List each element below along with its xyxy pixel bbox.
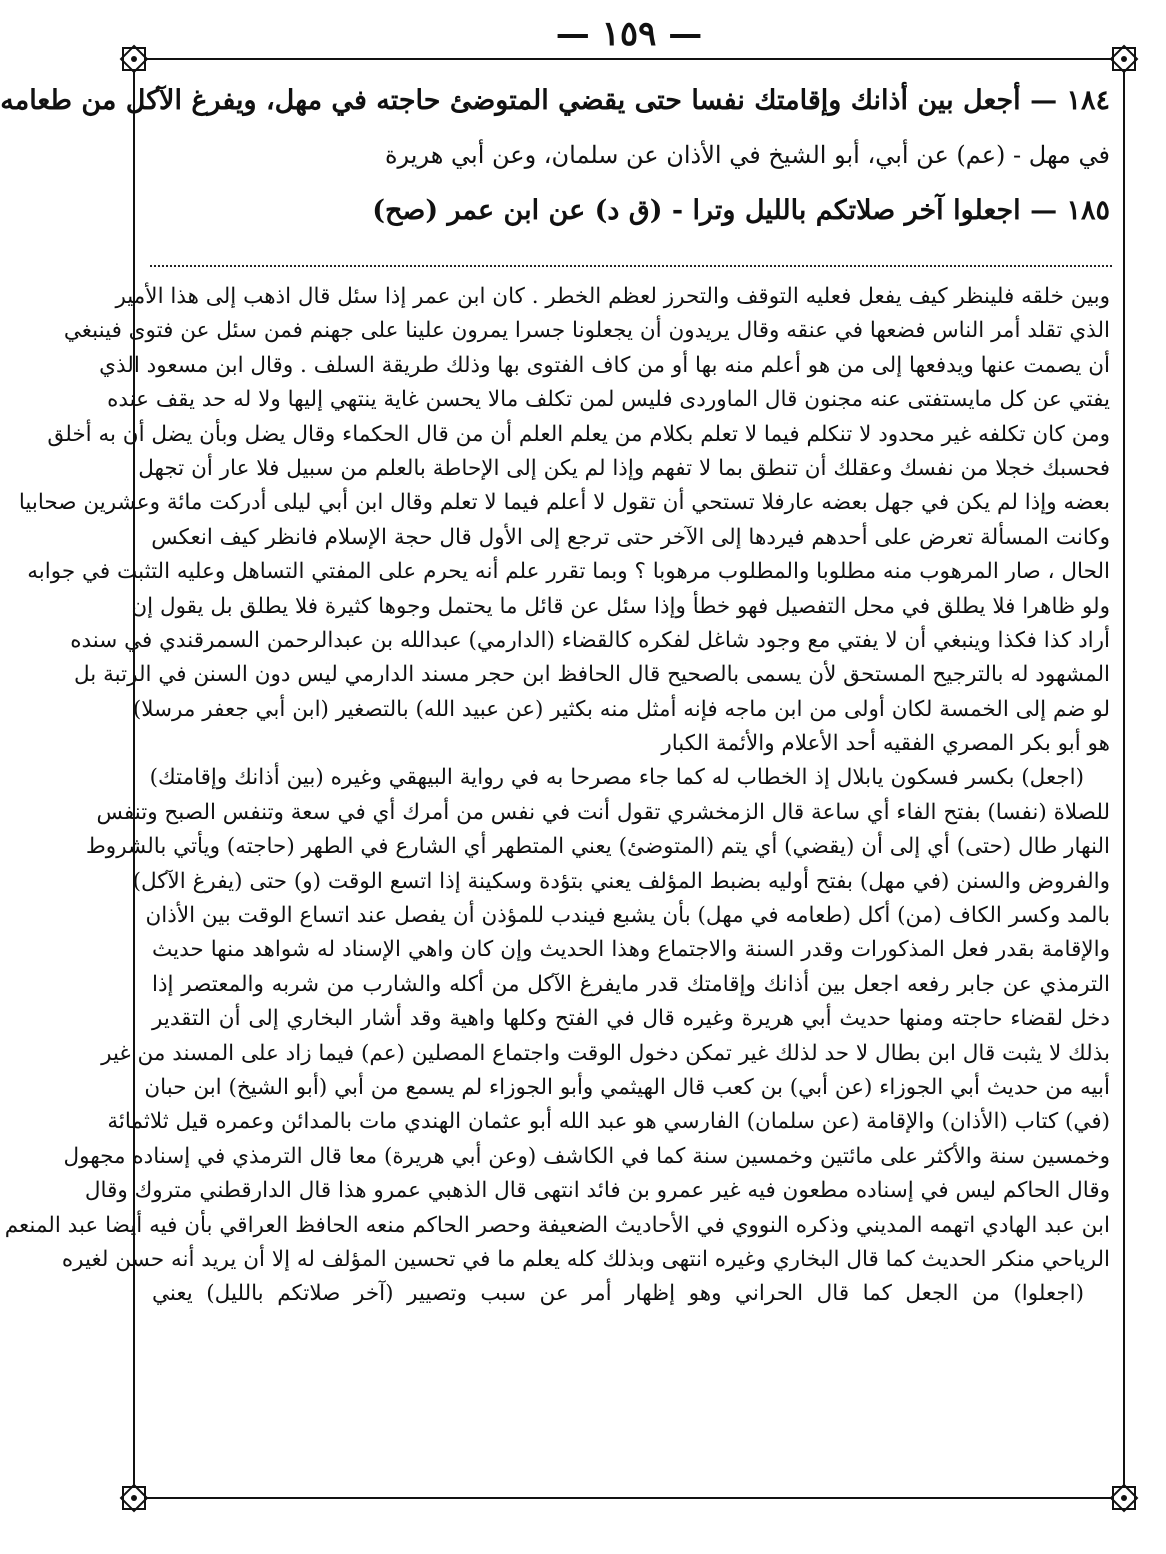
commentary-line: الترمذي عن جابر رفعه اجعل بين أذانك وإقامتك قدر مايفرغ الآكل من أكله والشارب من شربه والمعتصر إذا bbox=[152, 971, 1110, 997]
commentary-line: والإقامة بقدر فعل المذكورات وقدر السنة والاجتماع وهذا الحديث وإن كان واهي الإسناد له شواهد منها حديث bbox=[152, 937, 1110, 963]
corner-ornament-bottom-right bbox=[1109, 1483, 1139, 1513]
frame-bottom-line bbox=[146, 1497, 1112, 1499]
commentary-line: أبيه من حديث أبي الجوزاء (عن أبي) بن كعب قال الهيثمي وأبو الجوزاء لم يسمع من أبي (أبو الشيخ) ابن حبان bbox=[144, 1074, 1110, 1100]
hadith-184-line-2: في مهل - (عم) عن أبي، أبو الشيخ في الأذان عن سلمان، وعن أبي هريرة bbox=[384, 141, 1110, 169]
page-number: — ١٥٩ — bbox=[555, 14, 703, 54]
hadith-185: ١٨٥ — اجعلوا آخر صلاتكم بالليل وترا - (ق د) عن ابن عمر (صح) bbox=[372, 195, 1110, 226]
commentary-line: والفروض والسنن (في مهل) بفتح أوليه بضبط المؤلف يعني بتؤدة وسكينة إذا اتسع الوقت (و) حتى (يفرغ الآكل) bbox=[132, 868, 1110, 894]
commentary-line: (اجعلوا) من الجعل كما قال الحراني وهو إظهار أمر عن سبب وتصيير (آخر صلاتكم بالليل) يعني bbox=[152, 1281, 1084, 1307]
commentary-line: وقال الحاكم ليس في إسناده مطعون فيه غير عمرو بن فائد انتهى قال الذهبي عمرو هذا قال الدارقطني متروك وقال bbox=[84, 1178, 1110, 1204]
dotted-divider bbox=[150, 265, 1112, 267]
commentary-line: وخمسين سنة والأكثر على مائتين وخمسين سنة كما في الكاشف (وعن أبي هريرة) معا قال الترمذي في إسناده مجهول bbox=[63, 1143, 1110, 1169]
commentary-line: دخل لقضاء حاجته ومنها حديث أبي هريرة وغيره قال في الفتح وكلها واهية وقد أشار البخاري إلى أن التقدير bbox=[152, 1006, 1110, 1032]
frame-top-line bbox=[146, 58, 1112, 60]
commentary-line: الرياحي منكر الحديث كما قال البخاري وغيره انتهى وبذلك كله يعلم ما في تحسين المؤلف له إلا أن يريد أنه حسن لغيره bbox=[61, 1246, 1110, 1272]
commentary-line: ومن كان تكلفه غير محدود لا تنكلم فيما لا تعلم بكلام من يعلم العلم أن من قال الحكماء وقال يضل وبأن يضل أن به أخلق bbox=[47, 421, 1110, 447]
hadith-block bbox=[0, 78, 1110, 234]
commentary-line: لو ضم إلى الخمسة لكان أولى من ابن ماجه فإنه أمثل منه بكثير (عن عبيد الله) بالتصغير (ابن أبي جعفر مرسلا) bbox=[132, 696, 1110, 722]
commentary-line: بذلك لا يثبت قال ابن بطال لا حد لذلك غير تمكن دخول الوقت واجتماع المصلين (عم) فيما زاد على المسند من غير bbox=[101, 1040, 1110, 1066]
commentary-line: (اجعل) بكسر فسكون يابلال إذ الخطاب له كما جاء مصرحا به في رواية البيهقي وغيره (بين أذانك وإقامتك) bbox=[149, 765, 1084, 791]
commentary-line: الحال ، صار المرهوب منه مطلوبا والمطلوب مرهوبا ؟ وبما تقرر علم أنه يحرم على المفتي التساهل وعليه التثبت في جوابه bbox=[27, 559, 1110, 585]
commentary-line: ولو ظاهرا فلا يطلق في محل التفصيل فهو خطأ وإذا سئل عن قائل ما يحتمل وجوها كثيرة فلا يطلق بل يقول إن bbox=[131, 593, 1110, 619]
commentary-line: أراد كذا فكذا وينبغي أن لا يفتي مع وجود شاغل لفكره كالقضاء (الدارمي) عبدالله بن عبدالرحمن السمرقندي في سنده bbox=[70, 627, 1110, 653]
hadith-184-line-1: ١٨٤ — أجعل بين أذانك وإقامتك نفسا حتى يقضي المتوضئ حاجته في مهل، ويفرغ الآكل من طعامه bbox=[0, 85, 1110, 116]
commentary-line: بعضه وإذا لم يكن في جهل بعضه عارفلا تستحي أن تقول لا أعلم فيما لا تعلم وقال ابن أبي ليلى أدركت مائة وعشرين صحابيا bbox=[18, 490, 1110, 516]
corner-ornament-bottom-left bbox=[119, 1483, 149, 1513]
commentary-line: النهار طال (حتى) أي إلى أن (يقضي) أي يتم (المتوضئ) يعني المتطهر أي الشارع في الطهر (حاجته) ويأتي بالشروط bbox=[85, 834, 1110, 860]
commentary-line: بالمد وكسر الكاف (من) أكل (طعامه في مهل) بأن يشبع فيندب للمؤذن أن يفصل عند اتساع الوقت بين الأذان bbox=[145, 903, 1110, 929]
commentary-line: أن يصمت عنها ويدفعها إلى من هو أعلم منه بها أو من كاف الفتوى بها وذلك طريقة السلف . وقال ابن مسعود الذي bbox=[99, 352, 1110, 378]
commentary-line: يفتي عن كل مايستفتى عنه مجنون قال الماوردى فليس لمن تكلف مالا يحسن غاية ينتهي إليها ولا له حد يقف عنده bbox=[107, 387, 1110, 413]
commentary-line: ابن عبد الهادي اتهمه المديني وذكره النووي في الأحاديث الضعيفة وحصر الحاكم منعه الحافظ العراقي بأن فيه أيضا عبد المنعم bbox=[4, 1212, 1110, 1238]
commentary-line: للصلاة (نفسا) بفتح الفاء أي ساعة قال الزمخشري تقول أنت في نفس من أمرك أي في سعة وتنفس الصبح وتنفس bbox=[96, 799, 1110, 825]
commentary-block bbox=[4, 280, 1110, 1312]
commentary-line: المشهود له بالترجيح المستحق لأن يسمى بالصحيح قال الحافظ ابن حجر مسند الدارمي ليس دون السنن في الرتبة بل bbox=[74, 662, 1110, 688]
commentary-line: الذي تقلد أمر الناس فضعها في عنقه وقال يريدون أن يجعلونا جسرا يمرون علينا على جهنم فمن سئل عن فتوى فينبغي bbox=[63, 318, 1110, 344]
commentary-line: هو أبو بكر المصري الفقيه أحد الأعلام والأئمة الكبار bbox=[661, 731, 1110, 757]
frame-right-line bbox=[1123, 70, 1125, 1486]
commentary-line: (في) كتاب (الأذان) والإقامة (عن سلمان) الفارسي هو عبد الله أبو عثمان الهندي مات بالمدائن وعمره قيل ثلاثمائة bbox=[107, 1109, 1110, 1135]
commentary-line: فحسبك خجلا من نفسك وعقلك أن تنطق بما لا تفهم وإذا لم يكن إلى الإحاطة بالعلم من سبيل فلا عار أن تجهل bbox=[138, 455, 1110, 481]
commentary-line: وكانت المسألة تعرض على أحدهم فيردها إلى الآخر حتى ترجع إلى الأول قال حجة الإسلام فانظر كيف انعكس bbox=[151, 524, 1110, 550]
commentary-line: وبين خلقه فلينظر كيف يفعل فعليه التوقف والتحرز لعظم الخطر . كان ابن عمر إذا سئل قال اذهب إلى هذا الأمير bbox=[115, 284, 1110, 309]
